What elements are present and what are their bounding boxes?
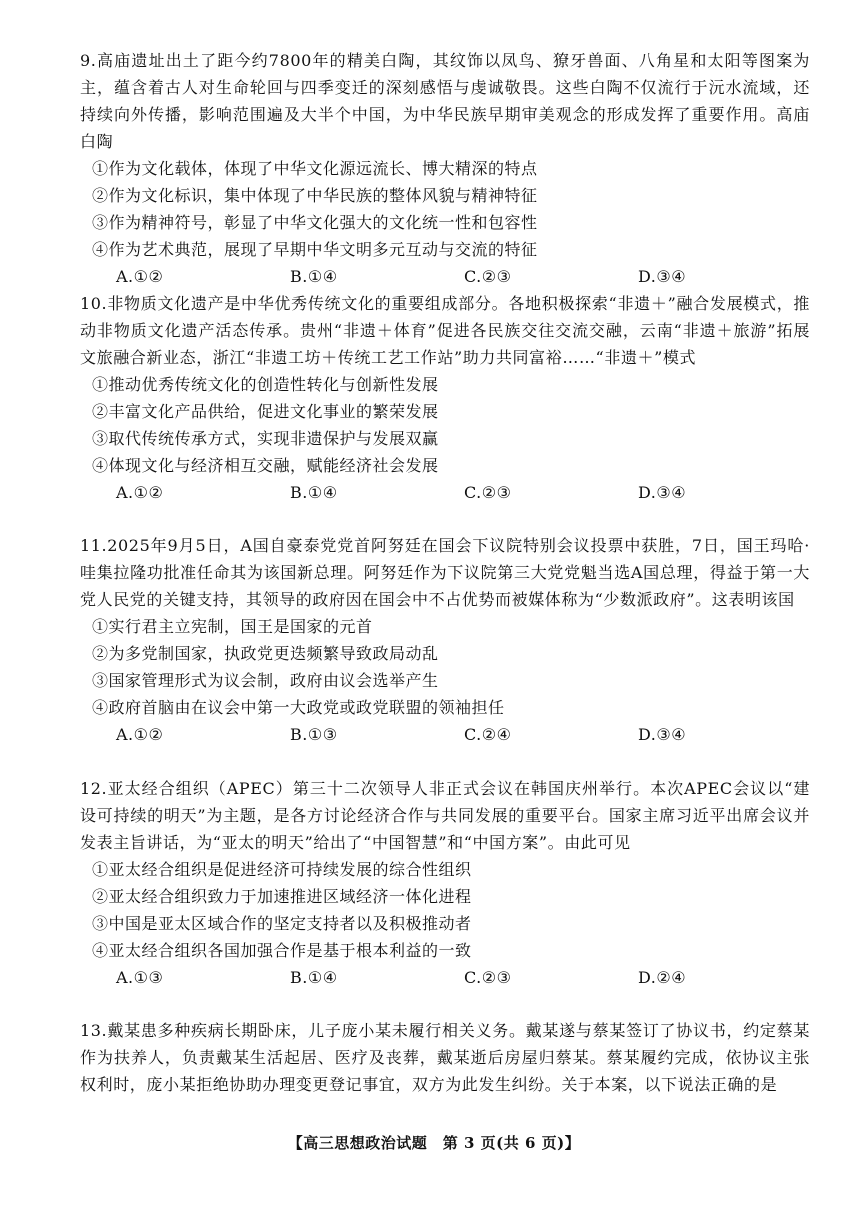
question-9 bbox=[80, 47, 810, 290]
statement-4: ④体现文化与经济相互交融，赋能经济社会发展 bbox=[92, 456, 439, 475]
statement-3: ③作为精神符号，彰显了中华文化强大的文化统一性和包容性 bbox=[92, 213, 538, 232]
choice-d: D.③④ bbox=[638, 725, 687, 744]
choice-a: A.①② bbox=[116, 483, 164, 502]
question-stem: 9.高庙遗址出土了距今约7800年的精美白陶，其纹饰以凤鸟、獠牙兽面、八角星和太阳等图案为主，蕴含着古人对生命轮回与四季变迁的深刻感悟与虔诚敬畏。这些白陶不仅流行于沅水流域，还持续向外传播，影响范围遍及大半个中国，为中华民族早期审美观念的形成发挥了重要作用。高庙白陶 bbox=[80, 51, 810, 151]
statement-3: ③中国是亚太区域合作的坚定支持者以及积极推动者 bbox=[92, 914, 472, 933]
statement-1: ①亚太经合组织是促进经济可持续发展的综合性组织 bbox=[92, 860, 472, 879]
answer-choices bbox=[80, 479, 810, 506]
statement-1: ①实行君主立宪制，国王是国家的元首 bbox=[92, 617, 373, 636]
choice-d: D.③④ bbox=[638, 267, 687, 286]
statement-4: ④政府首脑由在议会中第一大政党或政党联盟的领袖担任 bbox=[92, 698, 505, 717]
choice-b: B.①④ bbox=[290, 267, 338, 286]
question-12 bbox=[80, 775, 810, 991]
statement-1: ①作为文化载体，体现了中华文化源远流长、博大精深的特点 bbox=[92, 159, 538, 178]
choice-d: D.②④ bbox=[638, 968, 687, 987]
statement-1: ①推动优秀传统文化的创造性转化与创新性发展 bbox=[92, 375, 439, 394]
question-11 bbox=[80, 532, 810, 748]
answer-choices bbox=[80, 964, 810, 991]
choice-a: A.①② bbox=[116, 725, 164, 744]
question-stem: 13.戴某患多种疾病长期卧床，儿子庞小某未履行相关义务。戴某遂与蔡某签订了协议书，约定蔡某作为扶养人，负责戴某生活起居、医疗及丧葬，戴某逝后房屋归蔡某。蔡某履约完成，依协议主张权利时，庞小某拒绝协助办理变更登记事宜，双方为此发生纠纷。关于本案，以下说法正确的是 bbox=[80, 1021, 810, 1094]
statement-2: ②亚太经合组织致力于加速推进区域经济一体化进程 bbox=[92, 887, 472, 906]
answer-choices bbox=[80, 263, 810, 290]
choice-a: A.①② bbox=[116, 267, 164, 286]
statement-2: ②为多党制国家，执政党更迭频繁导致政局动乱 bbox=[92, 644, 439, 663]
choice-c: C.②④ bbox=[464, 725, 512, 744]
choice-a: A.①③ bbox=[116, 968, 164, 987]
choice-c: C.②③ bbox=[464, 968, 512, 987]
answer-choices bbox=[80, 721, 810, 748]
statement-4: ④作为艺术典范，展现了早期中华文明多元互动与交流的特征 bbox=[92, 240, 538, 259]
choice-d: D.③④ bbox=[638, 483, 687, 502]
statement-3: ③取代传统传承方式，实现非遗保护与发展双赢 bbox=[92, 429, 439, 448]
question-10 bbox=[80, 290, 810, 506]
statement-3: ③国家管理形式为议会制，政府由议会选举产生 bbox=[92, 671, 439, 690]
choice-c: C.②③ bbox=[464, 483, 512, 502]
question-stem: 10.非物质文化遗产是中华优秀传统文化的重要组成部分。各地积极探索“非遗＋”融合发展模式，推动非物质文化遗产活态传承。贵州“非遗＋体育”促进各民族交往交流交融，云南“非遗＋旅游”拓展文旅融合新业态，浙江“非遗工坊＋传统工艺工作站”助力共同富裕……“非遗＋”模式 bbox=[80, 294, 810, 367]
page-footer: 【高三思想政治试题 第 3 页(共 6 页)】 bbox=[287, 1134, 581, 1152]
choice-b: B.①③ bbox=[290, 725, 338, 744]
question-stem: 12.亚太经合组织（APEC）第三十二次领导人非正式会议在韩国庆州举行。本次APEC会议以“建设可持续的明天”为主题，是各方讨论经济合作与共同发展的重要平台。国家主席习近平出席会议并发表主旨讲话，为“亚太的明天”给出了“中国智慧”和“中国方案”。由此可见 bbox=[80, 779, 810, 852]
choice-c: C.②③ bbox=[464, 267, 512, 286]
question-13 bbox=[80, 1017, 810, 1098]
statement-4: ④亚太经合组织各国加强合作是基于根本利益的一致 bbox=[92, 941, 472, 960]
choice-b: B.①④ bbox=[290, 968, 338, 987]
question-stem: 11.2025年9月5日，A国自豪泰党党首阿努廷在国会下议院特别会议投票中获胜，7日，国王玛哈·哇集拉隆功批准任命其为该国新总理。阿努廷作为下议院第三大党党魁当选A国总理，得益于第一大党人民党的关键支持，其领导的政府因在国会中不占优势而被媒体称为“少数派政府”。这表明该国 bbox=[80, 536, 810, 609]
statement-2: ②作为文化标识，集中体现了中华民族的整体风貌与精神特征 bbox=[92, 186, 538, 205]
statement-2: ②丰富文化产品供给，促进文化事业的繁荣发展 bbox=[92, 402, 439, 421]
choice-b: B.①④ bbox=[290, 483, 338, 502]
